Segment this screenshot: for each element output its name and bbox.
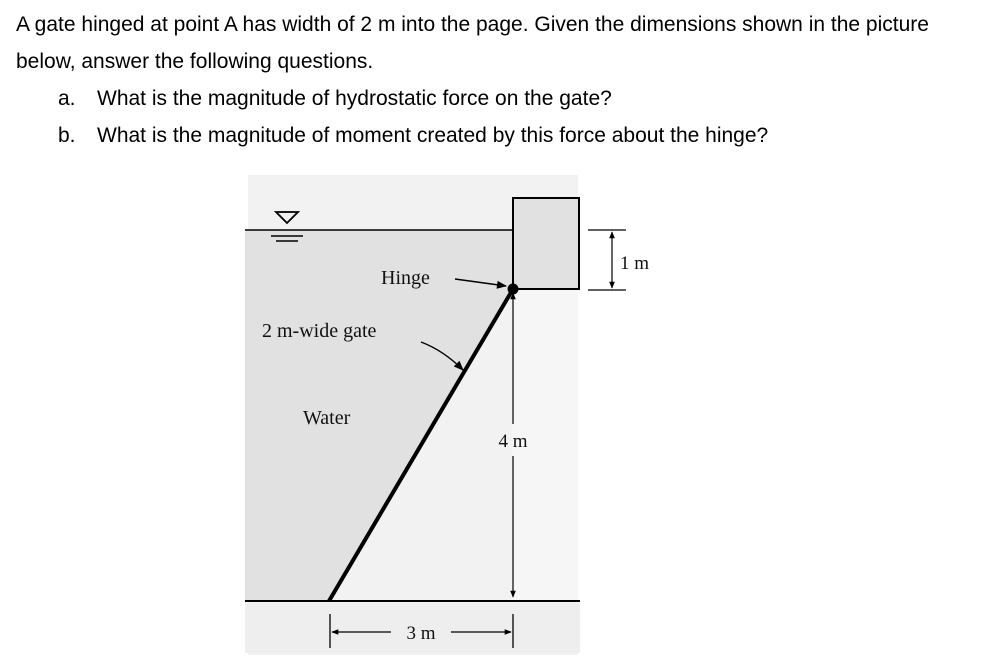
water-label: Water bbox=[303, 407, 351, 429]
question-intro: A gate hinged at point A has width of 2 m into the page. Given the dimensions shown in the picture below, answer the following questions. bbox=[16, 13, 929, 73]
question-text-b: What is the magnitude of moment created by this force about the hinge? bbox=[97, 124, 769, 147]
hinge-label: Hinge bbox=[381, 267, 430, 289]
question-marker-a: a. bbox=[58, 87, 76, 110]
question-text-a: What is the magnitude of hydrostatic force on the gate? bbox=[97, 87, 612, 110]
top-block bbox=[513, 198, 579, 289]
dim-1m-label: 1 m bbox=[620, 253, 650, 274]
question-marker-b: b. bbox=[58, 124, 76, 147]
hinge-point bbox=[508, 284, 519, 295]
dim-4m-label: 4 m bbox=[498, 431, 528, 452]
dim-1m bbox=[588, 230, 663, 290]
dim-3m-label: 3 m bbox=[406, 623, 436, 644]
gate-label: 2 m-wide gate bbox=[262, 320, 377, 342]
